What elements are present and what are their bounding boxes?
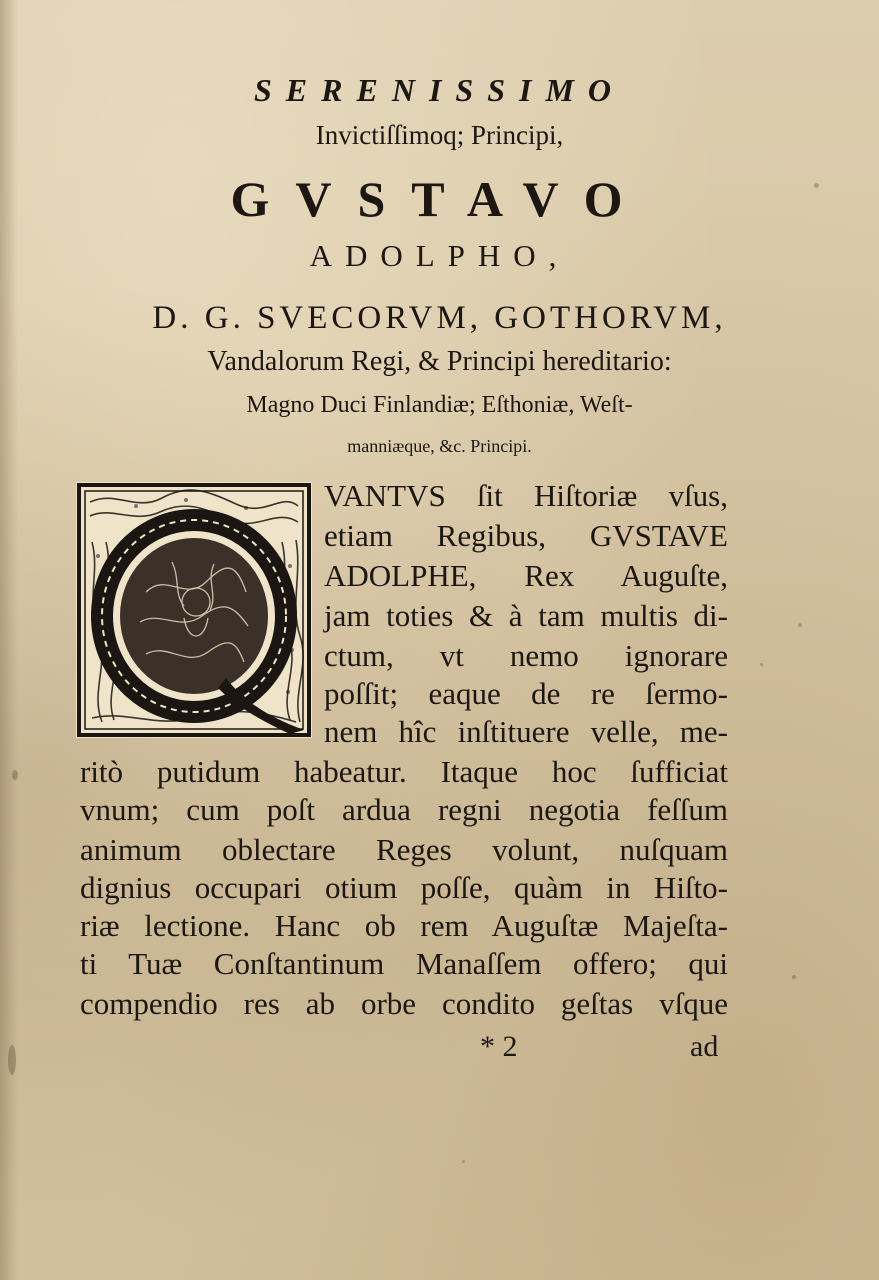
ink-spot [462,1160,465,1163]
text-line: etiam Regibus, GVSTAVE [324,518,728,553]
ink-spot [798,623,802,627]
text-line: VANTVS ſit Hiſtoriæ vſus, [324,478,728,513]
ink-spot [12,770,18,780]
text-line: riæ lectione. Hanc ob rem Auguſtæ Majeſta- [80,908,728,943]
text-line: ctum, vt nemo ignorare [324,638,728,673]
royal-title-line: Magno Duci Finlandiæ; Eſthoniæ, Weſt- [246,392,633,418]
royal-title-line: D. G. SVECORVM, GOTHORVM, [152,300,727,336]
text-line: animum oblectare Reges volunt, nuſquam [80,832,728,867]
dedicatee-name: GVSTAVO [230,171,649,227]
text-line: compendio res ab orbe condito geſtas vſque [80,986,728,1021]
royal-title-line: manniæque, &c. Principi. [347,436,532,456]
ink-spot [760,663,763,666]
ink-spot [8,1045,16,1075]
ink-spot [792,975,796,979]
text-line: nem hîc inſtituere velle, me- [324,714,728,749]
text-line: dignius occupari otium poſſe, quàm in Hiſto- [80,870,728,905]
text-line: jam toties & à tam multis di- [324,598,728,633]
dedication-title-serenissimo: SERENISSIMO [254,72,625,108]
text-line: ritò putidum habeatur. Itaque hoc ſufficiat [80,754,728,789]
dedicatee-surname: ADOLPHO, [309,238,570,273]
catchword: ad [690,1030,719,1063]
text-line: ti Tuæ Conſtantinum Manaſſem offero; qui [80,946,728,981]
royal-title-line: Vandalorum Regi, & Principi hereditario: [207,346,672,377]
text-line: poſſit; eaque de re ſermo- [324,676,728,711]
text-line: ADOLPHE, Rex Auguſte, [324,558,728,593]
signature-mark: * 2 [480,1030,518,1063]
text-line: vnum; cum poſt ardua regni negotia feſſum [80,792,728,827]
woodcut-initial-q-icon [76,482,312,738]
dedication-subtitle: Invictiſſimoq; Principi, [315,120,564,150]
